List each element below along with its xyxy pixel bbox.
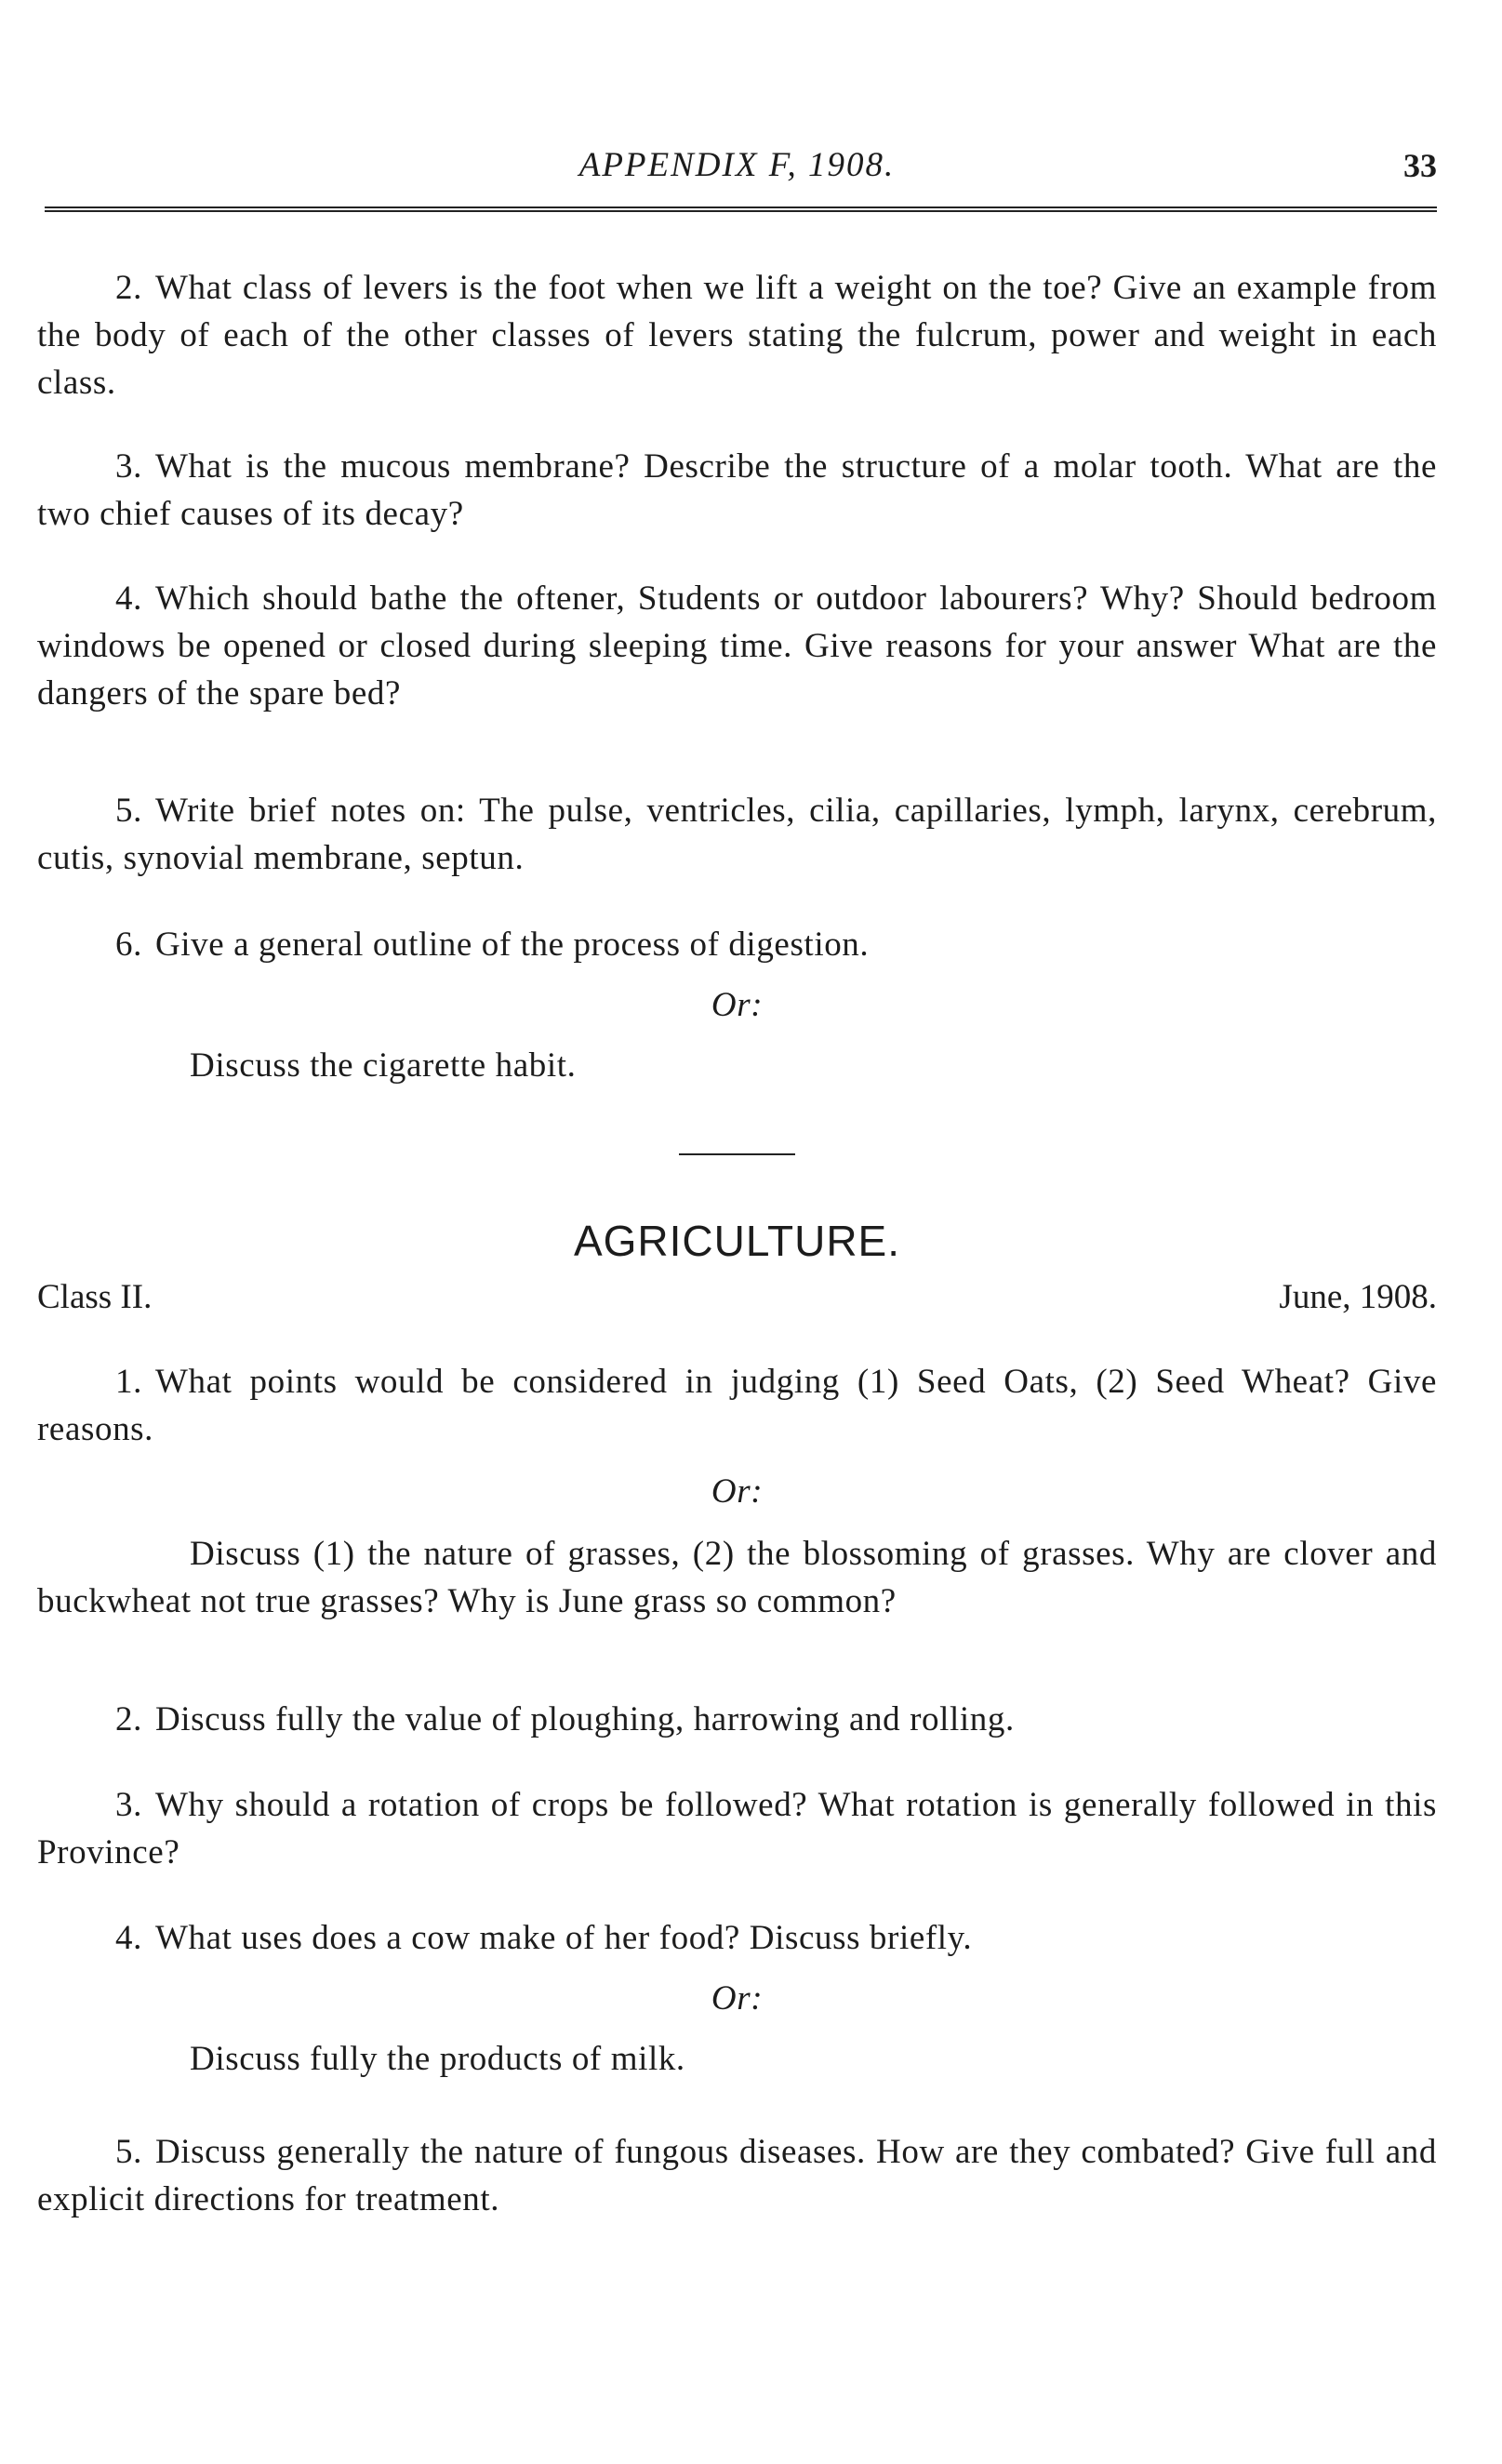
question-number: 4.: [115, 579, 142, 618]
agri-question-5: [37, 2128, 1437, 2223]
agri-question-3: [37, 1781, 1437, 1876]
question-number: 5.: [115, 792, 142, 830]
question-text: 5. Write brief notes on: The pulse, ventricles, cilia, capillaries, lymph, larynx, cerebrum, cutis, synovial membrane, septun.: [37, 792, 1437, 877]
question-number: 2.: [115, 1700, 142, 1738]
question-text: 2. What class of levers is the foot when we lift a weight on the toe? Give an example from the body of each of the other classes of levers stating the fulcrum, power and weight in each class.: [37, 269, 1437, 402]
section-divider: [679, 1153, 795, 1155]
alternative-question: Discuss the cigarette habit.: [190, 1046, 577, 1085]
document-page: [37, 0, 1437, 2464]
question-number: 1.: [115, 1363, 142, 1401]
exam-date: June, 1908.: [1279, 1278, 1437, 1316]
exam-meta-row: [37, 1272, 1437, 1323]
running-title: APPENDIX F, 1908.: [578, 146, 896, 184]
question-text: 3. What is the mucous membrane? Describe the structure of a molar tooth. What are the two chief causes of its decay?: [37, 447, 1437, 533]
agri-question-4: [37, 1914, 1437, 2083]
question-number: 3.: [115, 1786, 142, 1824]
question-text: 4. Which should bathe the oftener, Students or outdoor labourers? Why? Should bedroom windows be opened or closed during sleeping time. Give reasons for your answer What are the dangers of the spare bed?: [37, 579, 1437, 713]
question-text: 6. Give a general outline of the process of digestion.: [115, 926, 870, 964]
question-text: 1. What points would be considered in judging (1) Seed Oats, (2) Seed Wheat? Give reasons.: [37, 1363, 1437, 1448]
question-number: 6.: [115, 926, 142, 964]
question-3: [37, 443, 1437, 538]
question-number: 3.: [115, 447, 142, 486]
alternative-question: Discuss (1) the nature of grasses, (2) the blossoming of grasses. Why are clover and buckwheat not true grasses? Why is June grass so common?: [37, 1535, 1437, 1620]
question-text: 5. Discuss generally the nature of fungous diseases. How are they combated? Give full and explicit directions for treatment.: [37, 2133, 1437, 2218]
question-number: 5.: [115, 2133, 142, 2171]
question-4: [37, 575, 1437, 717]
agri-question-2: [37, 1696, 1437, 1743]
class-label: Class II.: [37, 1278, 153, 1316]
question-text: 4. What uses does a cow make of her food? Discuss briefly.: [115, 1919, 973, 1957]
question-text: 3. Why should a rotation of crops be followed? What rotation is generally followed in this Province?: [37, 1786, 1437, 1871]
section-title: AGRICULTURE.: [573, 1217, 901, 1265]
question-5: [37, 787, 1437, 882]
question-number: 4.: [115, 1919, 142, 1957]
alternative-question: Discuss fully the products of milk.: [190, 2040, 685, 2078]
or-label: Or:: [711, 986, 764, 1024]
or-label: Or:: [711, 1979, 764, 2018]
question-6: [37, 921, 1437, 1089]
or-label: Or:: [711, 1472, 764, 1511]
question-2: [37, 264, 1437, 406]
running-header: [37, 138, 1437, 193]
question-number: 2.: [115, 269, 142, 307]
header-rule: [45, 206, 1437, 212]
question-text: 2. Discuss fully the value of ploughing, harrowing and rolling.: [115, 1700, 1015, 1738]
page-number: 33: [1403, 147, 1437, 184]
agri-question-1: [37, 1358, 1437, 1625]
